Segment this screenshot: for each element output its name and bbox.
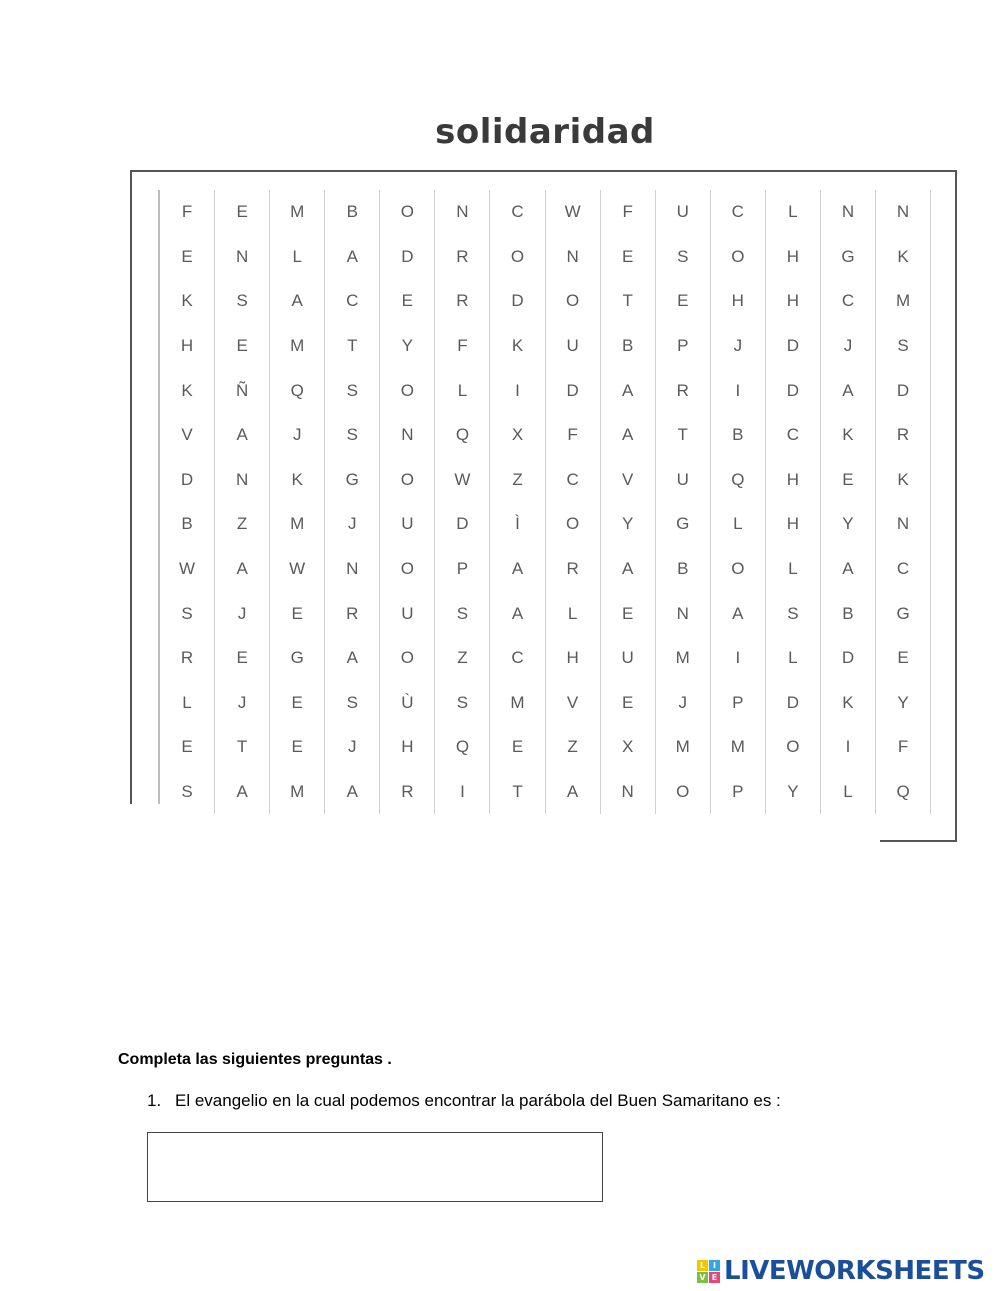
grid-cell[interactable]: C (490, 636, 545, 681)
grid-cell[interactable]: S (215, 279, 270, 324)
grid-cell[interactable]: J (215, 681, 270, 726)
grid-cell[interactable]: Q (435, 725, 490, 770)
grid-cell[interactable]: B (656, 547, 711, 592)
grid-cell[interactable]: E (215, 190, 270, 235)
grid-cell[interactable]: O (711, 547, 766, 592)
question-1 (147, 1091, 781, 1111)
grid-cell[interactable]: Q (711, 458, 766, 503)
grid-cell[interactable]: R (876, 413, 931, 458)
grid-cell[interactable]: M (270, 190, 325, 235)
grid-cell[interactable]: K (160, 279, 215, 324)
grid-cell[interactable]: I (435, 770, 490, 815)
grid-cell[interactable]: Y (821, 502, 876, 547)
grid-cell[interactable]: L (546, 591, 601, 636)
grid-cell[interactable]: P (435, 547, 490, 592)
grid-cell[interactable]: E (601, 591, 656, 636)
frame-border-bottom (880, 840, 957, 842)
grid-cell[interactable]: A (711, 591, 766, 636)
grid-cell[interactable]: N (601, 770, 656, 815)
grid-cell[interactable]: T (601, 279, 656, 324)
grid-cell[interactable]: A (325, 770, 380, 815)
grid-cell[interactable]: N (380, 413, 435, 458)
grid-cell[interactable]: T (490, 770, 545, 815)
grid-cell[interactable]: A (215, 547, 270, 592)
grid-cell[interactable]: L (270, 235, 325, 280)
grid-cell[interactable]: H (711, 279, 766, 324)
grid-cell[interactable]: H (546, 636, 601, 681)
grid-cell[interactable]: G (325, 458, 380, 503)
grid-cell[interactable]: Q (435, 413, 490, 458)
grid-cell[interactable]: E (160, 235, 215, 280)
grid-cell[interactable]: N (876, 502, 931, 547)
grid-cell[interactable]: U (656, 190, 711, 235)
grid-row (160, 279, 931, 324)
logo-icon: L I V E (697, 1260, 720, 1283)
grid-cell[interactable]: A (270, 279, 325, 324)
grid-cell[interactable]: M (711, 725, 766, 770)
grid-cell[interactable]: Ù (380, 681, 435, 726)
grid-row (160, 235, 931, 280)
grid-row (160, 324, 931, 369)
grid-cell[interactable]: A (821, 368, 876, 413)
frame-border-right (955, 170, 957, 842)
grid-cell[interactable]: E (215, 636, 270, 681)
grid-cell[interactable]: B (821, 591, 876, 636)
grid-cell[interactable]: D (380, 235, 435, 280)
grid-cell[interactable]: T (325, 324, 380, 369)
grid-cell[interactable]: D (546, 368, 601, 413)
grid-cell[interactable]: G (876, 591, 931, 636)
grid-cell[interactable]: O (380, 458, 435, 503)
grid-cell[interactable]: R (656, 368, 711, 413)
grid-cell[interactable]: Ñ (215, 368, 270, 413)
grid-cell[interactable]: R (325, 591, 380, 636)
grid-row (160, 681, 931, 726)
grid-cell[interactable]: N (656, 591, 711, 636)
grid-row (160, 770, 931, 815)
grid-cell[interactable]: G (821, 235, 876, 280)
grid-cell[interactable]: M (876, 279, 931, 324)
grid-cell[interactable]: T (656, 413, 711, 458)
grid-cell[interactable]: A (601, 368, 656, 413)
grid-cell[interactable]: D (435, 502, 490, 547)
grid-cell[interactable]: D (490, 279, 545, 324)
grid-cell[interactable]: E (601, 235, 656, 280)
grid-cell[interactable]: H (766, 235, 821, 280)
grid-row (160, 190, 931, 235)
grid-cell[interactable]: Y (766, 770, 821, 815)
question-number: 1. (147, 1091, 162, 1110)
grid-cell[interactable]: C (711, 190, 766, 235)
grid-cell[interactable]: V (601, 458, 656, 503)
grid-cell[interactable]: Q (270, 368, 325, 413)
grid-cell[interactable]: A (601, 413, 656, 458)
grid-cell[interactable]: E (270, 681, 325, 726)
grid-cell[interactable]: D (876, 368, 931, 413)
grid-cell[interactable]: O (711, 235, 766, 280)
grid-cell[interactable]: A (325, 235, 380, 280)
grid-cell[interactable]: K (876, 235, 931, 280)
grid-cell[interactable]: N (546, 235, 601, 280)
grid-cell[interactable]: A (490, 591, 545, 636)
grid-cell[interactable]: M (656, 636, 711, 681)
grid-cell[interactable]: A (325, 636, 380, 681)
grid-cell[interactable]: C (546, 458, 601, 503)
grid-cell[interactable]: K (876, 458, 931, 503)
grid-cell[interactable]: W (546, 190, 601, 235)
grid-cell[interactable]: C (766, 413, 821, 458)
grid-cell[interactable]: D (821, 636, 876, 681)
grid-cell[interactable]: Q (876, 770, 931, 815)
grid-cell[interactable]: W (160, 547, 215, 592)
grid-cell[interactable]: J (215, 591, 270, 636)
grid-cell[interactable]: G (656, 502, 711, 547)
grid-cell[interactable]: U (656, 458, 711, 503)
grid-cell[interactable]: V (546, 681, 601, 726)
worksheet-title: solidaridad (435, 112, 655, 152)
grid-cell[interactable]: B (160, 502, 215, 547)
grid-cell[interactable]: L (435, 368, 490, 413)
grid-cell[interactable]: U (380, 591, 435, 636)
grid-row (160, 636, 931, 681)
logo-text: LIVEWORKSHEETS (724, 1256, 985, 1286)
grid-cell[interactable]: K (490, 324, 545, 369)
grid-cell[interactable]: Z (215, 502, 270, 547)
grid-cell[interactable]: M (656, 725, 711, 770)
grid-cell[interactable]: U (546, 324, 601, 369)
grid-cell[interactable]: U (601, 636, 656, 681)
grid-cell[interactable]: Y (876, 681, 931, 726)
grid-cell[interactable]: D (766, 368, 821, 413)
grid-cell[interactable]: E (215, 324, 270, 369)
grid-cell[interactable]: S (325, 368, 380, 413)
grid-cell[interactable]: S (160, 770, 215, 815)
grid-cell[interactable]: O (546, 279, 601, 324)
grid-cell[interactable]: G (270, 636, 325, 681)
grid-cell[interactable]: E (380, 279, 435, 324)
grid-cell[interactable]: D (766, 324, 821, 369)
grid-cell[interactable]: F (546, 413, 601, 458)
grid-cell[interactable]: J (325, 725, 380, 770)
grid-cell[interactable]: I (490, 368, 545, 413)
grid-cell[interactable]: K (821, 681, 876, 726)
grid-cell[interactable]: O (380, 547, 435, 592)
grid-cell[interactable]: H (766, 502, 821, 547)
grid-cell[interactable]: O (490, 235, 545, 280)
grid-cell[interactable]: R (546, 547, 601, 592)
word-search-grid (158, 190, 931, 804)
grid-cell[interactable]: L (766, 190, 821, 235)
grid-row (160, 547, 931, 592)
grid-cell[interactable]: M (270, 502, 325, 547)
grid-cell[interactable]: S (876, 324, 931, 369)
grid-cell[interactable]: I (821, 725, 876, 770)
grid-cell[interactable]: E (270, 725, 325, 770)
grid-cell[interactable]: H (380, 725, 435, 770)
grid-cell[interactable]: U (380, 502, 435, 547)
grid-cell[interactable]: O (380, 368, 435, 413)
grid-cell[interactable]: E (656, 279, 711, 324)
grid-cell[interactable]: Z (490, 458, 545, 503)
grid-cell[interactable]: Z (546, 725, 601, 770)
grid-cell[interactable]: N (215, 235, 270, 280)
grid-cell[interactable]: S (766, 591, 821, 636)
liveworksheets-logo (697, 1254, 985, 1288)
grid-cell[interactable]: C (821, 279, 876, 324)
grid-cell[interactable]: I (711, 636, 766, 681)
grid-cell[interactable]: I (711, 368, 766, 413)
grid-cell[interactable]: S (435, 591, 490, 636)
grid-cell[interactable]: F (601, 190, 656, 235)
grid-cell[interactable]: O (546, 502, 601, 547)
grid-cell[interactable]: E (160, 725, 215, 770)
grid-cell[interactable]: C (490, 190, 545, 235)
grid-cell[interactable]: A (490, 547, 545, 592)
grid-cell[interactable]: D (160, 458, 215, 503)
grid-row (160, 413, 931, 458)
grid-cell[interactable]: O (656, 770, 711, 815)
grid-cell[interactable]: B (325, 190, 380, 235)
grid-cell[interactable]: O (380, 190, 435, 235)
grid-cell[interactable]: L (766, 636, 821, 681)
grid-cell[interactable]: W (435, 458, 490, 503)
grid-cell[interactable]: C (876, 547, 931, 592)
grid-cell[interactable]: D (766, 681, 821, 726)
grid-cell[interactable]: K (821, 413, 876, 458)
grid-cell[interactable]: V (160, 413, 215, 458)
grid-cell[interactable]: C (325, 279, 380, 324)
grid-cell[interactable]: M (490, 681, 545, 726)
grid-cell[interactable]: X (490, 413, 545, 458)
grid-cell[interactable]: R (380, 770, 435, 815)
grid-cell[interactable]: B (601, 324, 656, 369)
grid-cell[interactable]: K (160, 368, 215, 413)
grid-cell[interactable]: A (215, 770, 270, 815)
grid-cell[interactable]: R (160, 636, 215, 681)
grid-cell[interactable]: M (270, 770, 325, 815)
grid-cell[interactable]: J (821, 324, 876, 369)
grid-cell[interactable]: R (435, 235, 490, 280)
grid-cell[interactable]: P (711, 681, 766, 726)
grid-cell[interactable]: N (876, 190, 931, 235)
grid-cell[interactable]: S (160, 591, 215, 636)
grid-cell[interactable]: B (711, 413, 766, 458)
grid-cell[interactable]: S (325, 681, 380, 726)
grid-row (160, 458, 931, 503)
grid-row (160, 725, 931, 770)
grid-cell[interactable]: S (435, 681, 490, 726)
grid-cell[interactable]: A (215, 413, 270, 458)
grid-cell[interactable]: X (601, 725, 656, 770)
grid-cell[interactable]: J (325, 502, 380, 547)
grid-cell[interactable]: E (270, 591, 325, 636)
grid-cell[interactable]: S (656, 235, 711, 280)
grid-cell[interactable]: F (435, 324, 490, 369)
grid-cell[interactable]: K (270, 458, 325, 503)
grid-cell[interactable]: E (601, 681, 656, 726)
grid-cell[interactable]: L (766, 547, 821, 592)
grid-cell[interactable]: Y (380, 324, 435, 369)
grid-cell[interactable]: S (325, 413, 380, 458)
grid-cell[interactable]: E (876, 636, 931, 681)
grid-cell[interactable]: N (215, 458, 270, 503)
grid-cell[interactable]: O (766, 725, 821, 770)
grid-row (160, 368, 931, 413)
grid-cell[interactable]: N (325, 547, 380, 592)
grid-cell[interactable]: P (656, 324, 711, 369)
grid-cell[interactable]: T (215, 725, 270, 770)
grid-row (160, 591, 931, 636)
grid-cell[interactable]: Z (435, 636, 490, 681)
question-text: El evangelio en la cual podemos encontrar la parábola del Buen Samaritano es : (175, 1091, 781, 1110)
frame-border-top (130, 170, 957, 172)
grid-cell[interactable]: F (876, 725, 931, 770)
grid-cell[interactable]: Y (601, 502, 656, 547)
grid-cell[interactable]: H (766, 458, 821, 503)
grid-cell[interactable]: P (711, 770, 766, 815)
grid-cell[interactable]: E (821, 458, 876, 503)
grid-cell[interactable]: R (435, 279, 490, 324)
grid-row (160, 502, 931, 547)
grid-cell[interactable]: H (160, 324, 215, 369)
grid-cell[interactable]: A (601, 547, 656, 592)
grid-cell[interactable]: O (380, 636, 435, 681)
grid-cell[interactable]: A (821, 547, 876, 592)
grid-cell[interactable]: H (766, 279, 821, 324)
instructions-heading: Completa las siguientes preguntas . (118, 1051, 392, 1068)
grid-cell[interactable]: A (546, 770, 601, 815)
grid-cell[interactable]: L (160, 681, 215, 726)
grid-cell[interactable]: Ì (490, 502, 545, 547)
answer-input-1[interactable] (147, 1132, 603, 1202)
grid-cell[interactable]: J (711, 324, 766, 369)
grid-cell[interactable]: J (656, 681, 711, 726)
grid-cell[interactable]: N (435, 190, 490, 235)
grid-cell[interactable]: E (490, 725, 545, 770)
grid-cell[interactable]: W (270, 547, 325, 592)
frame-border-left (130, 170, 132, 804)
grid-cell[interactable]: F (160, 190, 215, 235)
grid-cell[interactable]: N (821, 190, 876, 235)
grid-cell[interactable]: L (711, 502, 766, 547)
grid-cell[interactable]: M (270, 324, 325, 369)
grid-cell[interactable]: J (270, 413, 325, 458)
grid-cell[interactable]: L (821, 770, 876, 815)
